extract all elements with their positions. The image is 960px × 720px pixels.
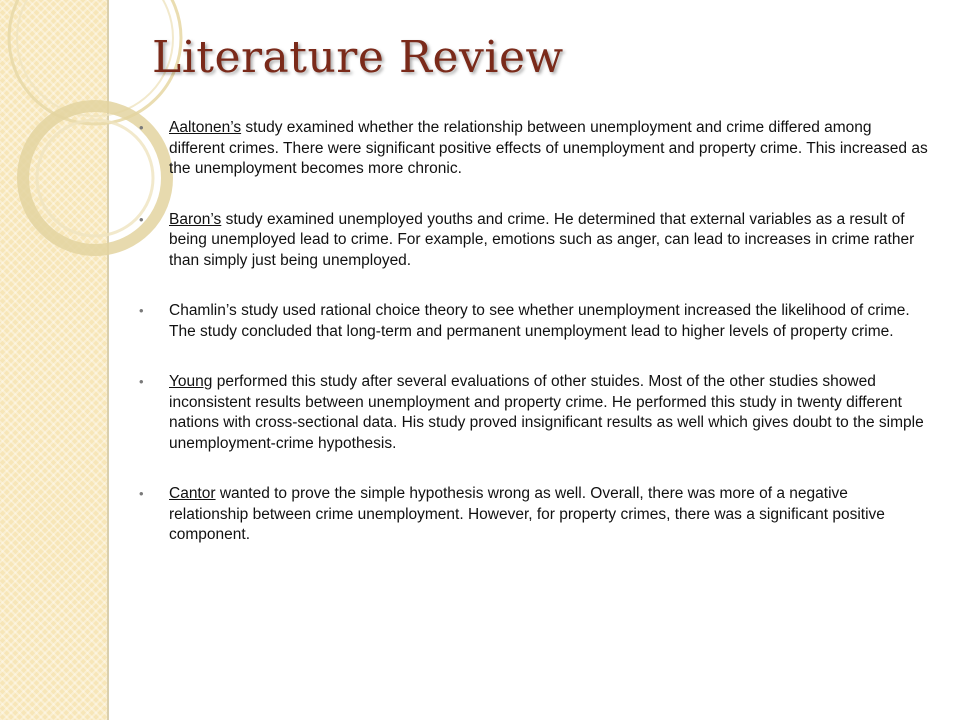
- author-name: Chamlin’s: [169, 302, 237, 319]
- bullet-list: [139, 118, 929, 576]
- bullet-dot-icon: •: [139, 374, 144, 389]
- list-item: [139, 118, 929, 180]
- list-item: [139, 301, 929, 342]
- ring-lower-inner: [37, 120, 153, 236]
- ring-outer-inner: [17, 0, 173, 116]
- bullet-dot-icon: •: [139, 303, 144, 318]
- bullet-dot-icon: •: [139, 486, 144, 501]
- list-item: [139, 210, 929, 272]
- item-text: study examined unemployed youths and crime. He determined that external variables as a result of being unemployed lead to crime. For example, emotions such as anger, can lead to increases in crime rather than simply just being unemployed.: [169, 210, 915, 269]
- item-text: wanted to prove the simple hypothesis wrong as well. Overall, there was more of a negative relationship between crime unemployment. However, for property crimes, there was a significant positive component.: [169, 485, 885, 543]
- author-name: Aaltonen’s: [169, 119, 242, 136]
- author-name: Baron’s: [169, 210, 222, 228]
- bullet-dot-icon: •: [139, 211, 144, 227]
- author-name: Cantor: [169, 485, 216, 502]
- bullet-dot-icon: •: [139, 120, 144, 135]
- author-name: Young: [169, 373, 213, 390]
- item-text: performed this study after several evaluations of other stuides. Most of the other studies showed inconsistent results between unemployment and property crime. He performed this study in twenty different nations with cross-sectional data. His study proved insignificant results as well which gives doubt to the simple unemployment-crime hypothesis.: [169, 373, 924, 452]
- item-text: study used rational choice theory to see whether unemployment increased the likelihood of crime. The study concluded that long-term and permanent unemployment lead to higher levels of property crime.: [169, 302, 910, 340]
- slide-title: Literature Review: [152, 32, 564, 83]
- list-item: [139, 484, 929, 546]
- list-item: [139, 372, 929, 454]
- item-text: study examined whether the relationship between unemployment and crime differed among different crimes. There were significant positive effects of unemployment and property crime. This increased as the unemployment becomes more chronic.: [169, 119, 928, 177]
